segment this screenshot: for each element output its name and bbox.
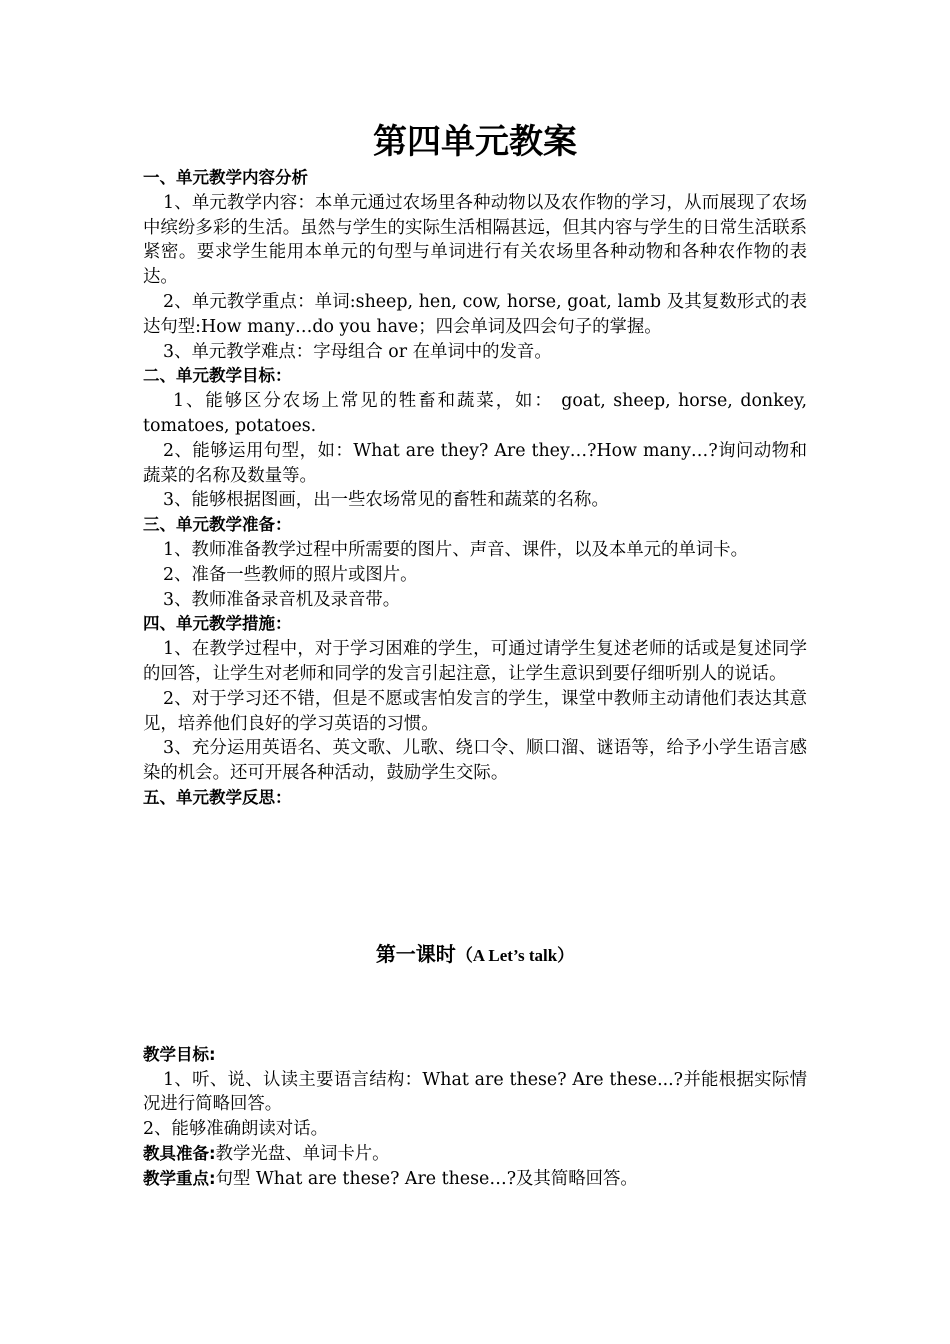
lesson-title [143, 939, 807, 971]
tools-label: 教具准备: [143, 1143, 216, 1163]
section-2-paragraph-2: 2、能够运用句型，如：What are they? Are they…?How many…?询问动物和蔬菜的名称及数量等。 [143, 440, 807, 486]
goals-paragraph-1: 1、听、说、认读主要语言结构：What are these? Are these...?并能根据实际情况进行简略回答。 [143, 1069, 807, 1115]
section-1-paragraph-3: 3、单元教学难点：字母组合 or 在单词中的发音。 [163, 341, 552, 362]
spacer [143, 971, 807, 1043]
focus-text: 句型 What are these? Are these…?及其简略回答。 [215, 1168, 638, 1189]
lesson-title-chinese: 第一课时 [375, 941, 456, 966]
section-1-paragraph-2: 2、单元教学重点：单词:sheep, hen, cow, horse, goat, lamb 及其复数形式的表达句型:How many…do you have；四会单词及四会句子的掌握。 [143, 291, 807, 337]
document-body [143, 166, 807, 1192]
lesson-title-english: （A Let’s talk） [455, 945, 575, 965]
section-4-paragraph-2: 2、对于学习还不错，但是不愿或害怕发言的学生，课堂中教师主动请他们表达其意见，培养他们良好的学习英语的习惯。 [143, 688, 807, 734]
document-title: 第四单元教案 [373, 122, 577, 162]
section-5-heading: 五、单元教学反思： [143, 787, 292, 807]
section-4-heading: 四、单元教学措施： [143, 614, 292, 634]
tools-line [143, 1142, 807, 1167]
focus-line [143, 1167, 807, 1192]
section-4-paragraph-3: 3、充分运用英语名、英文歌、儿歌、绕口令、顺口溜、谜语等，给予小学生语言感染的机会。还可开展各种活动，鼓励学生交际。 [143, 738, 807, 784]
section-1-paragraph-1: 1、单元教学内容：本单元通过农场里各种动物以及农作物的学习，从而展现了农场中缤纷多彩的生活。虽然与学生的实际生活相隔甚远，但其内容与学生的日常生活联系紧密。要求学生能用本单元的句型与单词进行有关农场里各种动物和各种农作物的表达。 [143, 192, 807, 288]
section-4-paragraph-1: 1、在教学过程中，对于学习困难的学生，可通过请学生复述老师的话或是复述同学的回答，让学生对老师和同学的发言引起注意，让学生意识到要仔细听别人的说话。 [143, 639, 807, 684]
section-3-heading: 三、单元教学准备： [143, 515, 292, 535]
section-3-paragraph-2: 2、准备一些教师的照片或图片。 [163, 564, 418, 585]
section-2-heading: 二、单元教学目标： [143, 366, 292, 386]
spacer [143, 811, 807, 939]
focus-label: 教学重点: [143, 1168, 216, 1188]
tools-text: 教学光盘、单词卡片。 [215, 1143, 390, 1164]
goals-paragraph-2: 2、能够准确朗读对话。 [143, 1119, 328, 1140]
section-3-paragraph-1: 1、教师准备教学过程中所需要的图片、声音、课件，以及本单元的单词卡。 [163, 539, 748, 560]
goals-label: 教学目标: [143, 1044, 216, 1064]
section-3-paragraph-3: 3、教师准备录音机及录音带。 [163, 589, 401, 610]
section-2-paragraph-1: 1、能够区分农场上常见的牲畜和蔬菜，如： goat, sheep, horse, donkey, tomatoes, potatoes. [143, 391, 807, 436]
section-2-paragraph-3: 3、能够根据图画，出一些农场常见的畜牲和蔬菜的名称。 [163, 490, 609, 511]
section-1-heading: 一、单元教学内容分析 [143, 168, 308, 187]
